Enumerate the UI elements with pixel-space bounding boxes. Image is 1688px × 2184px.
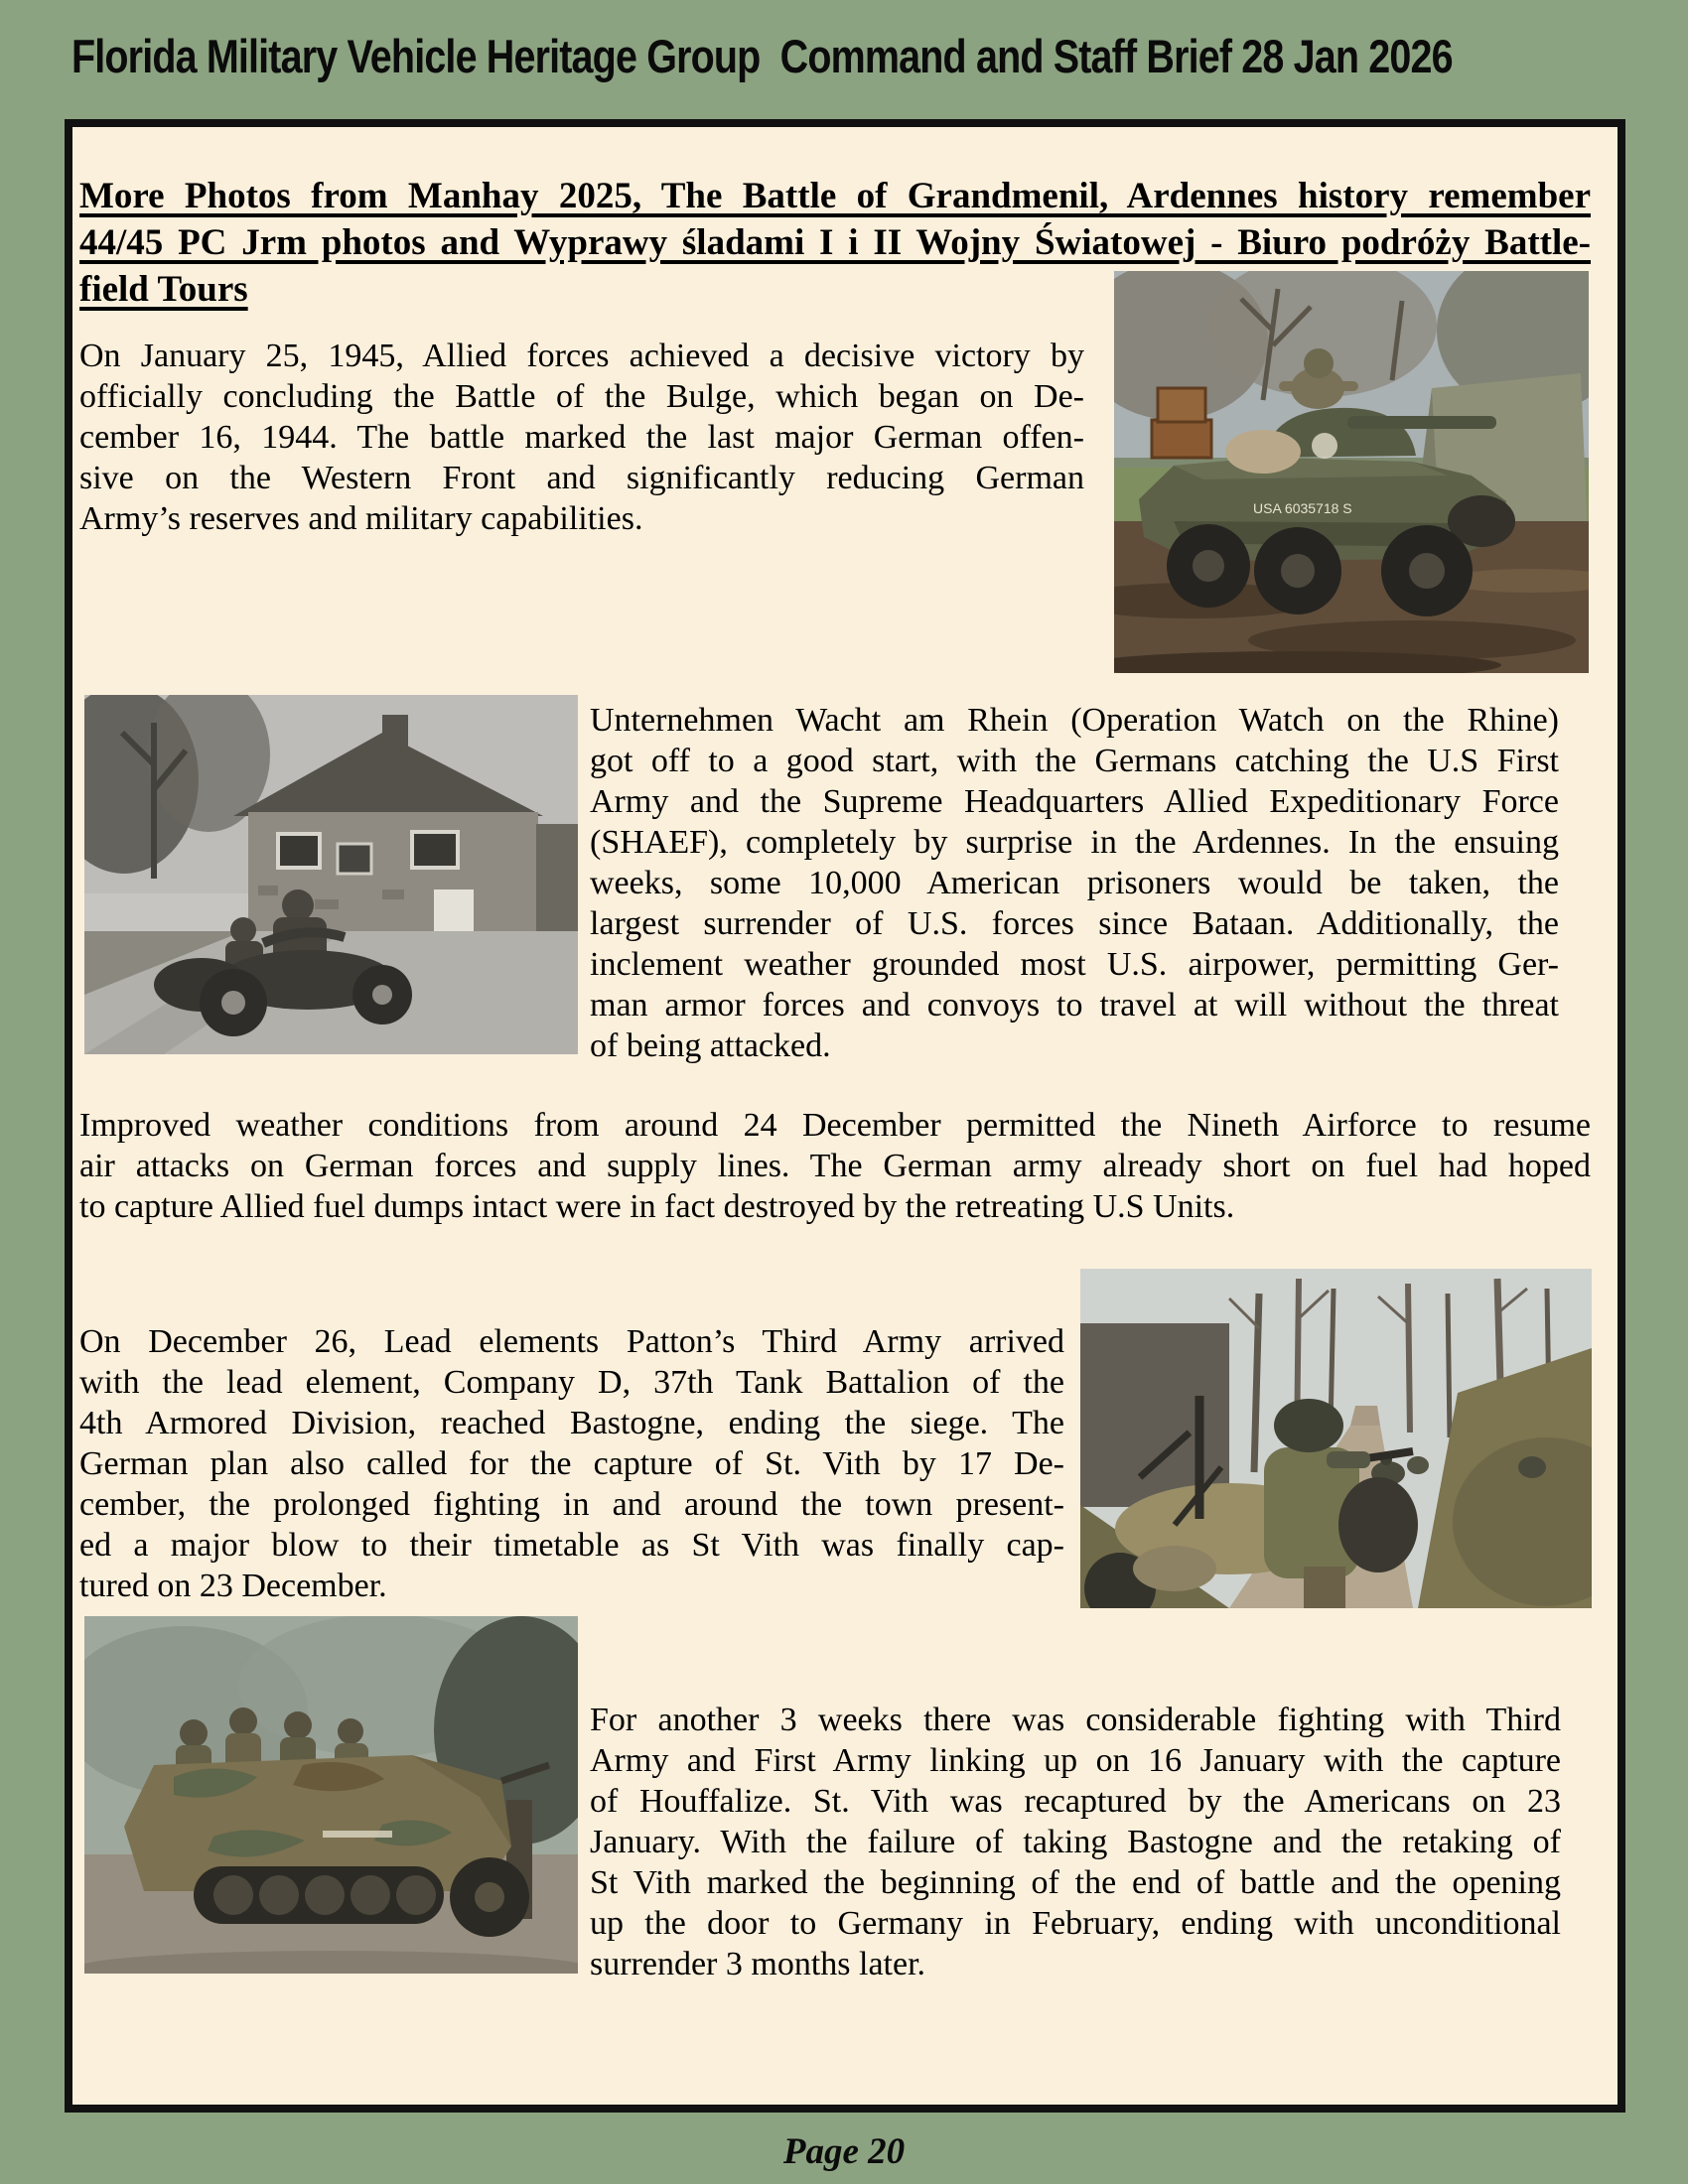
page-number: Page 20	[782, 2131, 906, 2172]
text-line: of being attacked.	[590, 1027, 831, 1064]
text-line: sive on the Western Front and significantly reducing German	[79, 460, 1084, 496]
paragraph-final-three-weeks	[590, 1700, 1561, 1984]
paragraph-patton-third-army	[79, 1321, 1064, 1606]
text-line: cember 16, 1944. The battle marked the last major German offen-	[79, 419, 1084, 456]
text-line: For another 3 weeks there was considerable fighting with Third	[590, 1702, 1561, 1738]
text-line: On January 25, 1945, Allied forces achieved a decisive victory by	[79, 338, 1084, 374]
photo-m8-armored-car	[1114, 271, 1589, 673]
text-line: 4th Armored Division, reached Bastogne, ending the siege. The	[79, 1405, 1064, 1441]
text-line: On December 26, Lead elements Patton’s Third Army arrived	[79, 1323, 1064, 1360]
text-line: St Vith marked the beginning of the end of battle and the opening	[590, 1864, 1561, 1901]
text-line: up the door to Germany in February, ending with unconditional	[590, 1905, 1561, 1942]
photo-halftrack-illustration	[84, 1616, 578, 1974]
text-line: with the lead element, Company D, 37th Tank Battalion of the	[79, 1364, 1064, 1401]
text-line: German plan also called for the capture of St. Vith by 17 De-	[79, 1445, 1064, 1482]
text-line: ed a major blow to their timetable as St Vith was finally cap-	[79, 1527, 1064, 1564]
text-line: to capture Allied fuel dumps intact were in fact destroyed by the retreating U.S Units.	[79, 1188, 1235, 1225]
text-line: got off to a good start, with the Germans catching the U.S First	[590, 743, 1559, 779]
photo-halftrack	[84, 1616, 578, 1974]
text-line: largest surrender of U.S. forces since Bataan. Additionally, the	[590, 905, 1559, 942]
text-line: weeks, some 10,000 American prisoners would be taken, the	[590, 865, 1559, 901]
text-line: January. With the failure of taking Bastogne and the retaking of	[590, 1824, 1561, 1860]
paragraph-bulge-victory	[79, 336, 1084, 539]
text-line: (SHAEF), completely by surprise in the Ardennes. In the ensuing	[590, 824, 1559, 861]
paragraph-improved-weather	[79, 1105, 1591, 1227]
paragraph-wacht-am-rhein	[590, 700, 1559, 1066]
text-line: cember, the prolonged fighting in and around the town present-	[79, 1486, 1064, 1523]
text-line: Army and the Supreme Headquarters Allied Expeditionary Force	[590, 783, 1559, 820]
text-line: field Tours	[79, 269, 248, 310]
text-line: officially concluding the Battle of the Bulge, which began on De-	[79, 378, 1084, 415]
text-line: Improved weather conditions from around 24 December permitted the Nineth Airforce to resume	[79, 1107, 1591, 1144]
text-line: tured on 23 December.	[79, 1568, 387, 1604]
photo-motorcycle-illustration	[84, 695, 578, 1054]
text-line: inclement weather grounded most U.S. airpower, permitting Ger-	[590, 946, 1559, 983]
page-title	[71, 26, 1660, 95]
text-line: Unternehmen Wacht am Rhein (Operation Watch on the Rhine)	[590, 702, 1559, 739]
photo-soldier-forest-road	[1080, 1269, 1592, 1608]
photo-motorcycle-sidecar	[84, 695, 578, 1054]
vehicle-registration-marking: USA 6035718 S	[1253, 500, 1352, 516]
text-line: man armor forces and convoys to travel at will without the threat	[590, 987, 1559, 1024]
photo-m8-illustration	[1114, 271, 1589, 673]
text-line: air attacks on German forces and supply lines. The German army already short on fuel had hoped	[79, 1148, 1591, 1184]
photo-road-illustration	[1080, 1269, 1592, 1608]
text-line: of Houffalize. St. Vith was recaptured by the Americans on 23	[590, 1783, 1561, 1820]
text-line: 44/45 PC Jrm photos and Wyprawy śladami I i II Wojny Światowej - Biuro podróży Battle-	[79, 222, 1591, 263]
text-line: More Photos from Manhay 2025, The Battle of Grandmenil, Ardennes history remember	[79, 176, 1591, 216]
text-line: surrender 3 months later.	[590, 1946, 926, 1982]
text-line: Army and First Army linking up on 16 January with the capture	[590, 1742, 1561, 1779]
page-title-text: Florida Military Vehicle Heritage Group Command and Staff Brief 28 Jan 2026	[71, 30, 1453, 82]
text-line: Army’s reserves and military capabilities.	[79, 500, 643, 537]
